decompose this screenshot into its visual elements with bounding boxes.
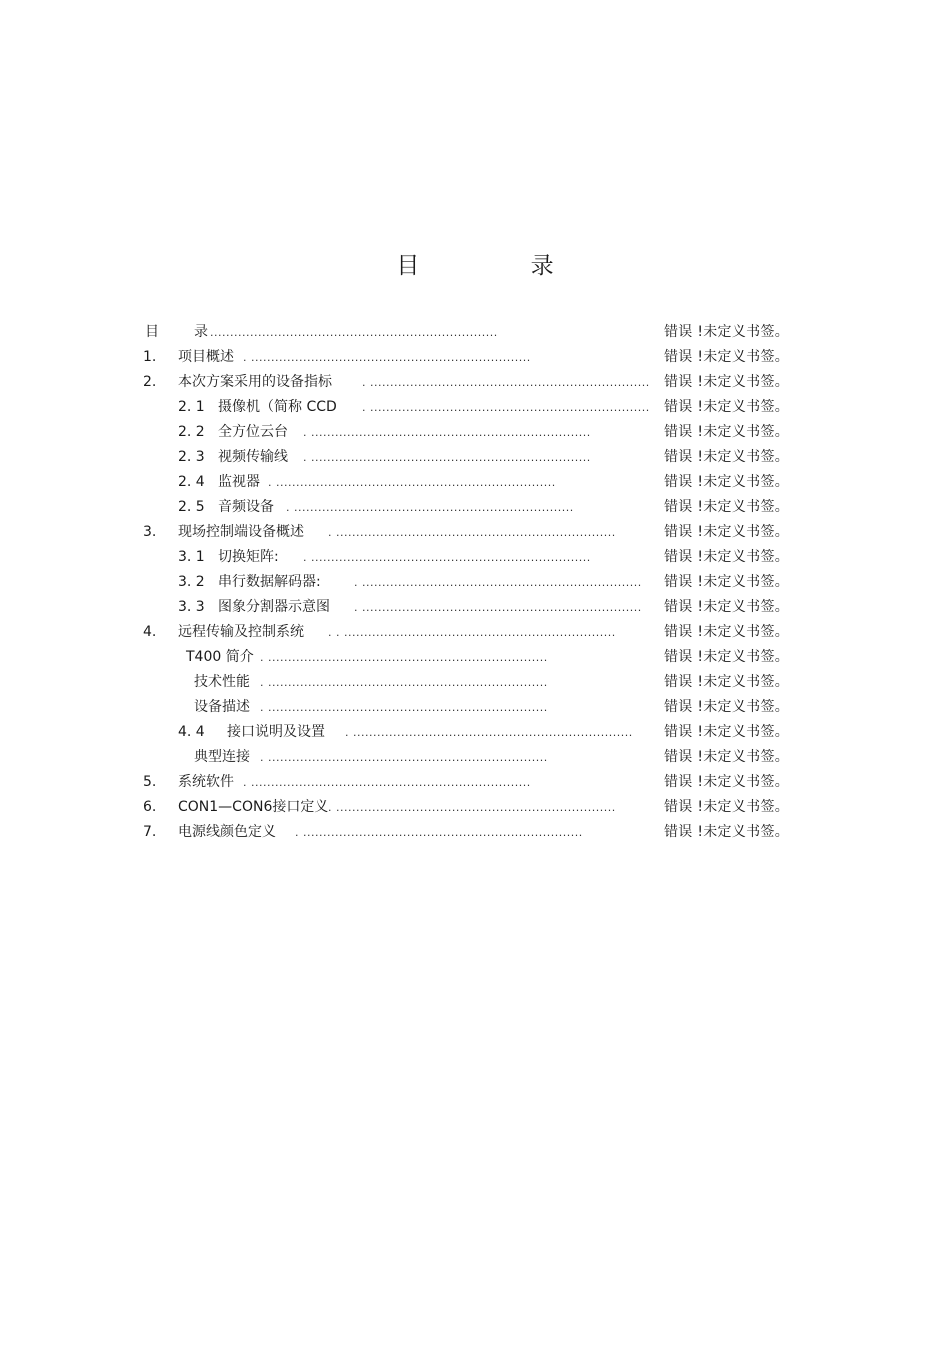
toc-entry-number: 目 [145, 324, 159, 340]
toc-entry[interactable] [0, 695, 950, 720]
toc-entry[interactable] [0, 320, 950, 345]
toc-entry-page: 错误 !未定义书签。 [664, 324, 790, 340]
toc-entry-page: 错误 !未定义书签。 [664, 449, 790, 465]
toc-entry[interactable] [0, 470, 950, 495]
toc-entry-page: 错误 !未定义书签。 [664, 474, 790, 490]
toc-entry[interactable] [0, 820, 950, 845]
toc-entry-title: 串行数据解码器: [218, 574, 321, 590]
toc-entry-page: 错误 !未定义书签。 [664, 424, 790, 440]
toc-entry[interactable] [0, 645, 950, 670]
toc-entry[interactable] [0, 795, 950, 820]
toc-entry-page: 错误 !未定义书签。 [664, 399, 790, 415]
toc-entry-title: 全方位云台 [218, 424, 288, 440]
toc-dot-leader: . ...................................................................... [328, 801, 616, 814]
toc-entry[interactable] [0, 345, 950, 370]
toc-entry[interactable] [0, 720, 950, 745]
toc-entry-number: 2. 4 [178, 474, 205, 490]
toc-entry-title: 系统软件 [178, 774, 234, 790]
toc-entry-page: 错误 !未定义书签。 [664, 374, 790, 390]
toc-dot-leader: . ...................................................................... [295, 826, 583, 839]
toc-entry-number: 5. [143, 774, 157, 790]
toc-entry-title: 视频传输线 [218, 449, 288, 465]
toc-entry-number: 3. 1 [178, 549, 205, 565]
toc-entry-page: 错误 !未定义书签。 [664, 799, 790, 815]
toc-entry-title: 设备描述 [194, 699, 250, 715]
toc-dot-leader: . ...................................................................... [362, 401, 650, 414]
toc-entry-page: 错误 !未定义书签。 [664, 674, 790, 690]
toc-entry[interactable] [0, 520, 950, 545]
toc-entry-page: 错误 !未定义书签。 [664, 574, 790, 590]
toc-entry-number: 2. [143, 374, 157, 390]
toc-entry[interactable] [0, 620, 950, 645]
toc-entry-page: 错误 !未定义书签。 [664, 824, 790, 840]
toc-dot-leader: . ...................................................................... [286, 501, 574, 514]
toc-entry-page: 错误 !未定义书签。 [664, 774, 790, 790]
toc-entry[interactable] [0, 495, 950, 520]
toc-entry[interactable] [0, 370, 950, 395]
toc-dot-leader: . ...................................................................... [243, 776, 531, 789]
toc-entry-title: 图象分割器示意图 [218, 599, 330, 615]
toc-entry-number: 3. 2 [178, 574, 205, 590]
toc-entry[interactable] [0, 670, 950, 695]
toc-entry-title: 典型连接 [194, 749, 250, 765]
toc-entry-page: 错误 !未定义书签。 [664, 349, 790, 365]
toc-entry-page: 错误 !未定义书签。 [664, 549, 790, 565]
toc-dot-leader: . ...................................................................... [303, 551, 591, 564]
toc-dot-leader: . ...................................................................... [303, 426, 591, 439]
toc-entry-page: 错误 !未定义书签。 [664, 699, 790, 715]
toc-dot-leader: . ...................................................................... [268, 476, 556, 489]
toc-entry[interactable] [0, 595, 950, 620]
toc-dot-leader: . ...................................................................... [354, 601, 642, 614]
toc-entry-number: 1. [143, 349, 157, 365]
toc-entry-number: 2. 2 [178, 424, 205, 440]
toc-entry-page: 错误 !未定义书签。 [664, 749, 790, 765]
toc-entry-page: 错误 !未定义书签。 [664, 724, 790, 740]
toc-entry-title: 技术性能 [194, 674, 250, 690]
toc-entry-title: 现场控制端设备概述 [178, 524, 304, 540]
page-title: 目 录 [396, 253, 606, 279]
toc-entry[interactable] [0, 545, 950, 570]
table-of-contents [0, 320, 950, 840]
toc-entry[interactable] [0, 395, 950, 420]
toc-entry-title: 电源线颜色定义 [178, 824, 276, 840]
toc-entry-number: 4. 4 [178, 724, 205, 740]
toc-entry-number: 2. 5 [178, 499, 205, 515]
toc-entry-number: 3. 3 [178, 599, 205, 615]
toc-dot-leader: . ...................................................................... [243, 351, 531, 364]
toc-dot-leader: . ...................................................................... [260, 651, 548, 664]
toc-entry-title: 远程传输及控制系统 [178, 624, 304, 640]
toc-dot-leader: . ...................................................................... [345, 726, 633, 739]
toc-entry[interactable] [0, 745, 950, 770]
toc-entry-number: 3. [143, 524, 157, 540]
toc-entry-page: 错误 !未定义书签。 [664, 624, 790, 640]
toc-entry-title: 监视器 [218, 474, 260, 490]
toc-entry-title: 音频设备 [218, 499, 274, 515]
toc-dot-leader: . ...................................................................... [354, 576, 642, 589]
toc-entry-number: 2. 3 [178, 449, 205, 465]
toc-dot-leader: . ...................................................................... [260, 751, 548, 764]
toc-entry-title: 录 [194, 324, 208, 340]
toc-entry-title: 切换矩阵: [218, 549, 279, 565]
toc-dot-leader: . ...................................................................... [328, 526, 616, 539]
toc-entry-title: CON1—CON6接口定义 [178, 799, 329, 815]
toc-entry-title: 项目概述 [178, 349, 234, 365]
toc-entry-number: 6. [143, 799, 157, 815]
toc-entry-title: 摄像机（简称 CCD [218, 399, 337, 415]
toc-entry-number: 7. [143, 824, 157, 840]
toc-entry-page: 错误 !未定义书签。 [664, 524, 790, 540]
toc-entry-page: 错误 !未定义书签。 [664, 649, 790, 665]
toc-entry-title: 本次方案采用的设备指标 [178, 374, 332, 390]
toc-entry-number: 2. 1 [178, 399, 205, 415]
toc-dot-leader: ........................................................................ [210, 326, 498, 339]
toc-entry-page: 错误 !未定义书签。 [664, 599, 790, 615]
toc-entry-title: T400 简介 [186, 649, 254, 665]
toc-entry[interactable] [0, 445, 950, 470]
toc-entry-page: 错误 !未定义书签。 [664, 499, 790, 515]
toc-entry[interactable] [0, 420, 950, 445]
toc-dot-leader: . . .................................................................... [328, 626, 616, 639]
toc-entry-title: 接口说明及设置 [227, 724, 325, 740]
toc-dot-leader: . ...................................................................... [362, 376, 650, 389]
toc-dot-leader: . ...................................................................... [260, 676, 548, 689]
toc-entry[interactable] [0, 770, 950, 795]
toc-entry-number: 4. [143, 624, 157, 640]
toc-dot-leader: . ...................................................................... [303, 451, 591, 464]
toc-entry[interactable] [0, 570, 950, 595]
toc-dot-leader: . ...................................................................... [260, 701, 548, 714]
